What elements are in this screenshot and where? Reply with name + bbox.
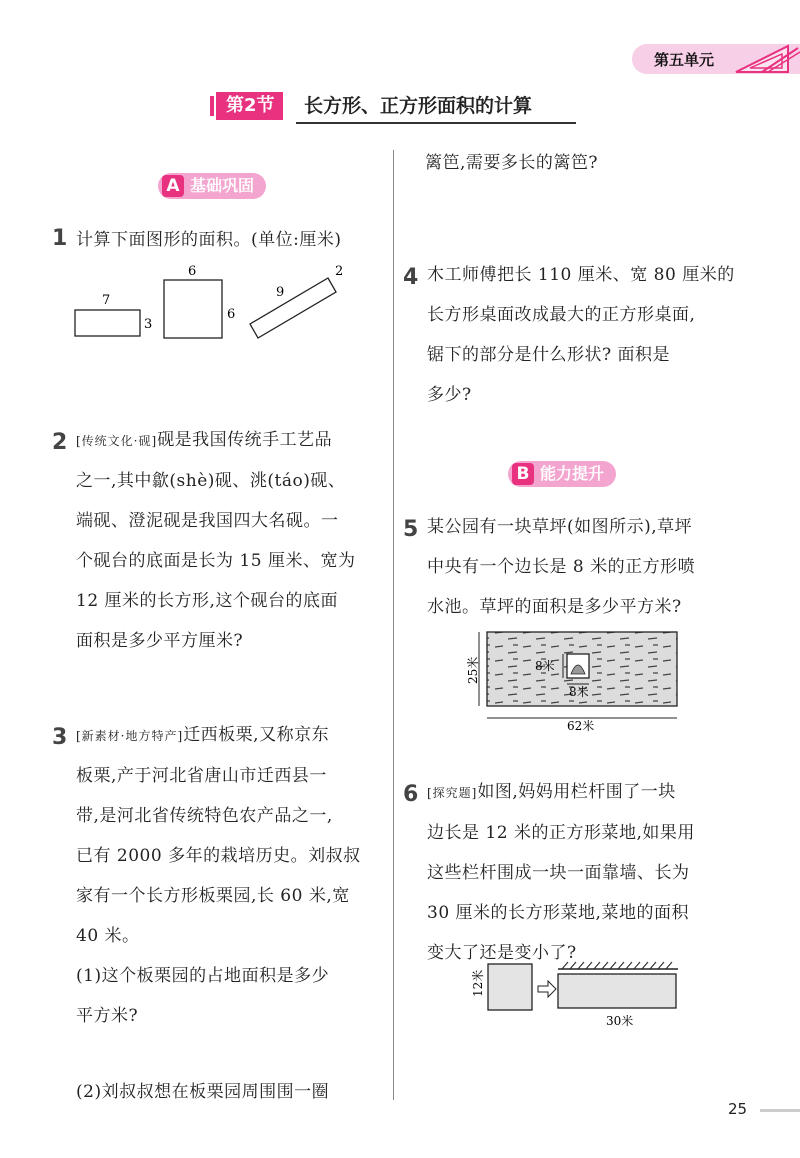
category-b-label: 能力提升 (540, 464, 605, 483)
slanted-rectangle-shape (250, 278, 336, 338)
pool-width-label: 8米 (569, 685, 589, 699)
square-vegetable-plot (488, 964, 532, 1010)
question-2-line-6: 面积是多少平方厘米? (76, 631, 244, 651)
lawn-width-label: 62米 (567, 719, 595, 733)
category-a-label: 基础巩固 (190, 176, 255, 195)
arrow-right-icon (538, 981, 556, 997)
square-height-label: 6 (227, 307, 236, 322)
question-1-figure (60, 262, 380, 352)
question-6-line-5: 变大了还是变小了? (427, 943, 577, 963)
question-6-line-4: 30 厘米的长方形菜地,菜地的面积 (427, 903, 689, 923)
question-4-body (427, 255, 757, 415)
question-2-line-1: [传统文化·砚]砚是我国传统手工艺品 (76, 430, 333, 450)
question-4-line-1: 木工师傅把长 110 厘米、宽 80 厘米的 (427, 265, 735, 285)
footer-bar (760, 1109, 800, 1112)
section-marker (210, 96, 214, 116)
question-6-line-1: [探究题]如图,妈妈用栏杆围了一块 (427, 782, 676, 802)
rectangle-vegetable-plot (558, 974, 676, 1008)
question-5-body (427, 507, 757, 627)
question-1-number: 1 (52, 226, 68, 251)
category-b-badge (508, 461, 616, 487)
pool-height-label: 8米 (535, 659, 555, 673)
question-5-line-3: 水池。草坪的面积是多少平方米? (427, 597, 682, 617)
question-2-tag: [传统文化·砚] (76, 434, 158, 448)
question-3-line-5: 家有一个长方形板栗园,长 60 米,宽 (76, 886, 350, 906)
square-shape (164, 280, 222, 338)
question-2-line-4: 个砚台的底面是长为 15 厘米、宽为 (76, 551, 356, 571)
question-6-body (427, 772, 757, 973)
question-2-number: 2 (52, 430, 68, 455)
category-a-badge (158, 173, 266, 199)
question-3-line-1: [新素材·地方特产]迁西板栗,又称京东 (76, 725, 330, 745)
page-number: 25 (728, 1100, 748, 1118)
slant-width-label: 2 (335, 264, 344, 279)
question-4-line-2: 长方形桌面改成最大的正方形桌面, (427, 305, 696, 325)
question-6-tag: [探究题] (427, 786, 478, 800)
rect-width-label: 7 (102, 293, 111, 308)
rectangle-length-label: 30米 (606, 1014, 634, 1028)
question-5-line-1: 某公园有一块草坪(如图所示),草坪 (427, 517, 693, 537)
question-3-continued: 篱笆,需要多长的篱笆? (425, 153, 599, 173)
question-3-tag: [新素材·地方特产] (76, 729, 184, 743)
question-4-line-4: 多少? (427, 385, 472, 405)
question-3-sub1-line-1: (1)这个板栗园的占地面积是多少 (76, 966, 330, 986)
question-3-line-2: 板栗,产于河北省唐山市迁西县一 (76, 766, 327, 786)
question-3-line-6: 40 米。 (76, 926, 140, 946)
rectangle-shape (75, 310, 140, 336)
question-4-number: 4 (403, 265, 419, 290)
question-2-line-5: 12 厘米的长方形,这个砚台的底面 (76, 591, 338, 611)
question-6-line-3: 这些栏杆围成一块一面靠墙、长为 (427, 863, 690, 883)
section-badge: 第2节 (216, 92, 283, 120)
set-square-ruler-icon (732, 42, 800, 76)
question-5-figure (465, 628, 695, 733)
wall-hatching (562, 962, 672, 969)
question-6-line-2: 边长是 12 米的正方形菜地,如果用 (427, 823, 695, 843)
slant-length-label: 9 (276, 285, 285, 300)
category-a-letter: A (162, 175, 184, 197)
question-2-line-3: 端砚、澄泥砚是我国四大名砚。一 (76, 511, 339, 531)
title-underline (296, 122, 576, 124)
question-4-line-3: 锯下的部分是什么形状? 面积是 (427, 345, 671, 365)
question-1-text: 计算下面图形的面积。(单位:厘米) (76, 230, 342, 250)
section-title: 长方形、正方形面积的计算 (304, 95, 533, 117)
question-3-line-4: 已有 2000 多年的栽培历史。刘叔叔 (76, 846, 361, 866)
rect-height-label: 3 (144, 317, 153, 332)
square-width-label: 6 (188, 264, 197, 279)
question-2-line-2: 之一,其中歙(shè)砚、洮(táo)砚、 (76, 471, 346, 491)
lawn-height-label: 25米 (466, 656, 480, 684)
square-side-label: 12米 (471, 969, 485, 997)
question-3-sub2: (2)刘叔叔想在板栗园周围围一圈 (76, 1082, 330, 1102)
question-3-sub1-line-2: 平方米? (76, 1006, 139, 1026)
category-b-letter: B (512, 463, 534, 485)
question-2-body (76, 420, 396, 661)
unit-tab (632, 44, 800, 74)
question-5-line-2: 中央有一个边长是 8 米的正方形喷 (427, 557, 696, 577)
question-6-number: 6 (403, 782, 419, 807)
question-3-body (76, 715, 396, 1036)
question-3-number: 3 (52, 725, 68, 750)
question-6-figure (462, 955, 692, 1030)
unit-label: 第五单元 (654, 51, 715, 69)
question-5-number: 5 (403, 517, 419, 542)
question-3-line-3: 带,是河北省传统特色农产品之一, (76, 806, 333, 826)
